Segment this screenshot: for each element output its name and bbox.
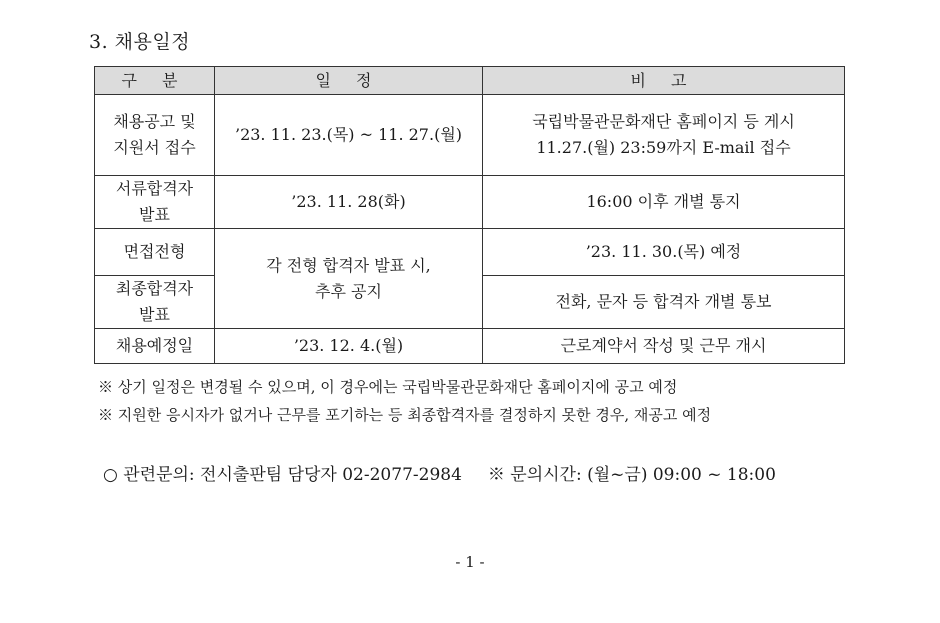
cell-category xyxy=(95,329,215,364)
cell-note xyxy=(483,176,845,229)
table-row xyxy=(95,229,845,276)
cell-line: 전화, 문자 등 합격자 개별 통보 xyxy=(555,292,772,311)
cell-line: 채용공고 및 xyxy=(113,112,196,131)
section-title: 3. 채용일정 xyxy=(89,31,191,53)
cell-schedule xyxy=(215,95,483,176)
contact-line xyxy=(103,460,776,485)
table-row xyxy=(95,95,845,176)
note-re-announcement: ※ 지원한 응시자가 없거나 근무를 포기하는 등 최종합격자를 결정하지 못한 경우, 재공고 예정 xyxy=(98,406,712,424)
cell-line: ’23. 11. 28(화) xyxy=(291,192,406,211)
cell-line: 발표 xyxy=(139,205,170,224)
cell-note xyxy=(483,276,845,329)
cell-line: 16:00 이후 개별 통지 xyxy=(586,192,741,211)
cell-line: 국립박물관문화재단 홈페이지 등 게시 xyxy=(532,112,795,131)
cell-line: 최종합격자 xyxy=(115,279,194,298)
cell-line: 서류합격자 xyxy=(115,179,194,198)
contact-info: ○ 관련문의: 전시출판팀 담당자 02-2077-2984 xyxy=(103,465,462,485)
note-schedule-change: ※ 상기 일정은 변경될 수 있으며, 이 경우에는 국립박물관문화재단 홈페이지에 공고 예정 xyxy=(98,378,678,396)
cell-note xyxy=(483,329,845,364)
cell-line: ’23. 12. 4.(월) xyxy=(293,336,404,355)
cell-category xyxy=(95,229,215,276)
cell-line: 채용예정일 xyxy=(115,336,194,355)
cell-category xyxy=(95,176,215,229)
cell-schedule xyxy=(215,329,483,364)
header-schedule: 일 정 xyxy=(215,67,483,95)
cell-line: 추후 공지 xyxy=(315,281,382,301)
cell-line: 근로계약서 작성 및 근무 개시 xyxy=(560,336,767,355)
table-row xyxy=(95,176,845,229)
cell-line: ’23. 11. 30.(목) 예정 xyxy=(585,242,742,261)
cell-schedule-merged xyxy=(215,229,483,329)
header-note: 비 고 xyxy=(483,67,845,95)
table-header-row xyxy=(95,67,845,95)
cell-line: 11.27.(월) 23:59까지 E-mail 접수 xyxy=(536,138,791,157)
cell-category xyxy=(95,276,215,329)
cell-line: ’23. 11. 23.(목) ~ 11. 27.(월) xyxy=(234,125,463,144)
cell-line: 각 전형 합격자 발표 시, xyxy=(266,255,431,275)
contact-hours: ※ 문의시간: (월~금) 09:00 ~ 18:00 xyxy=(487,465,776,485)
cell-category xyxy=(95,95,215,176)
table-row xyxy=(95,329,845,364)
schedule-table xyxy=(94,66,845,364)
page-number: - 1 - xyxy=(455,553,485,571)
cell-line: 면접전형 xyxy=(123,242,186,261)
cell-line: 발표 xyxy=(139,305,170,324)
header-category: 구 분 xyxy=(95,67,215,95)
cell-note xyxy=(483,229,845,276)
cell-schedule xyxy=(215,176,483,229)
cell-line: 지원서 접수 xyxy=(113,138,196,157)
cell-note xyxy=(483,95,845,176)
